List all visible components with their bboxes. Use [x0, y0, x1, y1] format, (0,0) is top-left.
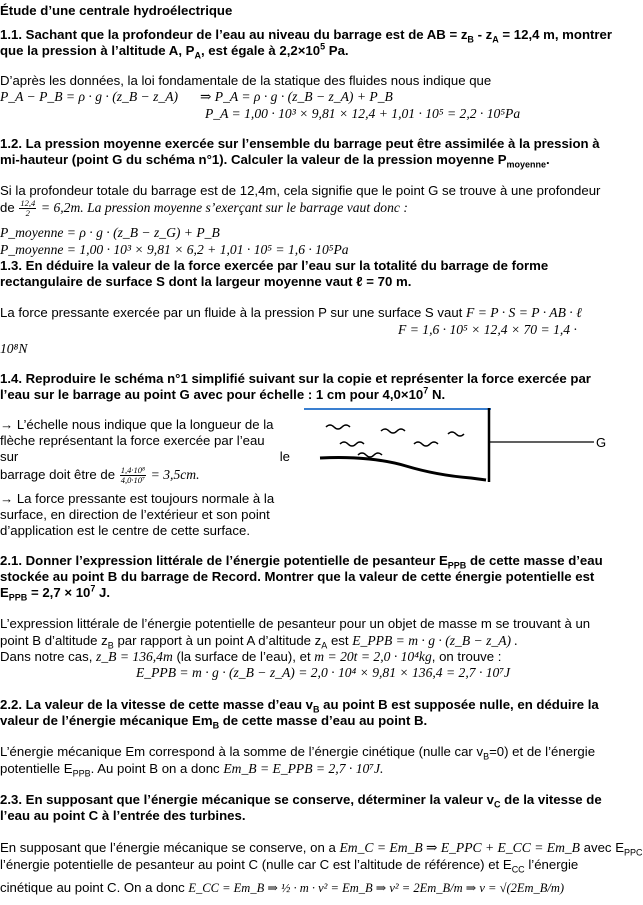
- water-wave: [448, 432, 464, 436]
- answer-1-1-eq2: P_A = 1,00 · 10³ × 9,81 × 12,4 + 1,01 · 10⁵ = 2,2 · 10⁵Pa: [205, 106, 521, 121]
- dam-diagram: [296, 400, 626, 520]
- answer-2-1-eq: E_PPB = m · g · (z_B − z_A) = 2,0 · 10⁴ × 9,81 × 136,4 = 2,7 · 10⁷J: [136, 665, 511, 680]
- answer-1-4-line-2: flèche représentant la force exercée par l’eau: [0, 433, 265, 448]
- fraction-arrow-length: $\frac{\text{1,4·10⁸}}{\text{4,0·10⁷}}$: [120, 465, 145, 485]
- answer-2-1-line-3: Dans notre cas, z_B = 136,4m (la surface de l’eau), et m = 20t = 2,0 · 10⁴kg, on trouve :: [0, 649, 502, 664]
- answer-1-2-line-2: de $\frac{12,4}{2}$ = 6,2m. La pression moyenne s’exerçant sur le barrage vaut donc :: [0, 198, 408, 218]
- answer-1-4-line-6: surface, en direction de l’extérieur et son point: [0, 507, 270, 522]
- answer-2-3-line-2: l’énergie potentielle de pesanteur au point C (nulle car C est l’altitude de référence) et $E_{CC}$ l’énergie: [0, 857, 579, 875]
- answer-1-1-eq1: P_A − P_B = ρ · g · (z_B − z_A): [0, 89, 179, 104]
- answer-1-4-line-5: → La force pressante est toujours normale à la: [0, 491, 275, 506]
- answer-1-4-line-4: barrage doit être de $\frac{\text{1,4·10⁸}}{\text{4,0·10⁷}}$ = 3,5cm.: [0, 465, 200, 485]
- question-1-2-line-1: 1.2. La pression moyenne exercée sur l’ensemble du barrage peut être assimilée à la pression à: [0, 136, 600, 151]
- answer-1-1-intro: D’après les données, la loi fondamentale de la statique des fluides nous indique que: [0, 73, 492, 88]
- answer-2-1-line-2: point B d’altitude $z_B$ par rapport à un point A d’altitude $z_A$ est E_PPB = m · g · (z_B − z_A) .: [0, 633, 518, 651]
- fraction-half-depth: $\frac{12,4}{2}$: [20, 198, 36, 218]
- answer-2-2-line-2: potentielle $E_{PPB}$. Au point B on a donc Em_B = E_PPB = 2,7 · 10⁷J.: [0, 761, 384, 779]
- answer-2-3-line-1: En supposant que l’énergie mécanique se conserve, on a Em_C = Em_B ⇒ E_PPC + E_CC = Em_B avec $E_{PPC}$: [0, 840, 643, 858]
- water-wave: [381, 429, 405, 433]
- question-1-4-line-1: 1.4. Reproduire le schéma n°1 simplifié suivant sur la copie et représenter la force exercée par: [0, 371, 591, 386]
- answer-1-3-line-1: La force pressante exercée par un fluide à la pression P sur une surface S vaut F = P · S = P · AB · ℓ: [0, 305, 582, 320]
- answer-1-2-eq2: P_moyenne = 1,00 · 10³ × 9,81 × 6,2 + 1,01 · 10⁵ = 1,6 · 10⁵Pa: [0, 242, 349, 257]
- question-2-1-line-3: $E_{PPB} = 2,7 \times 10^7$ J.: [0, 583, 111, 603]
- question-1-4-line-2: l’eau sur le barrage au point G avec pour échelle : 1 cm pour $4,0\times 10^7$ N.: [0, 385, 446, 402]
- answer-2-3-line-3: cinétique au point C. On a donc E_CC = Em_B ⇒ ½ · m · v² = Em_B ⇒ v² = 2Em_B/m ⇒ v = √(2Em_B/m): [0, 880, 565, 895]
- document-title: Étude d’une centrale hydroélectrique: [0, 3, 233, 18]
- question-1-1-line-1: 1.1. Sachant que la profondeur de l’eau au niveau du barrage est de AB = $z_B - z_A = 12,4$ m, montrer: [0, 27, 612, 45]
- question-1-1-line-2: que la pression à l’altitude A, $P_A$, est égale à $2,2\times 10^5$ Pa.: [0, 41, 349, 61]
- answer-1-2-line-1: Si la profondeur totale du barrage est de 12,4m, cela signifie que le point G se trouve à une profondeur: [0, 183, 601, 198]
- question-1-3-line-2: rectangulaire de surface S dont la largeur moyenne vaut ℓ = 70 m.: [0, 274, 412, 289]
- question-2-2-line-2: valeur de l’énergie mécanique $Em_B$ de cette masse d’eau au point B.: [0, 713, 428, 731]
- water-wave: [414, 442, 438, 446]
- question-2-3-line-1: 2.3. En supposant que l’énergie mécanique se conserve, déterminer la valeur $v_C$ de la vitesse de: [0, 792, 602, 810]
- answer-1-4-line-7: d’application est le centre de cette surface.: [0, 523, 250, 538]
- question-2-1-line-1: 2.1. Donner l’expression littérale de l’énergie potentielle de pesanteur $E_{PPB}$ de cette masse d’eau: [0, 553, 603, 571]
- answer-1-4-line-1: → L’échelle nous indique que la longueur de la: [0, 417, 274, 432]
- point-g-label: G: [596, 435, 607, 450]
- question-1-3-line-1: 1.3. En déduire la valeur de la force exercée par l’eau sur la totalité du barrage de forme: [0, 258, 549, 273]
- answer-1-4-line-3: sur le: [0, 449, 290, 464]
- reservoir-bottom: [320, 457, 486, 480]
- water-wave: [358, 453, 382, 457]
- answer-1-1-eq1b: ⇒ P_A = ρ · g · (z_B − z_A) + P_B: [200, 89, 393, 104]
- question-2-1-line-2: stockée au point B du barrage de Record. Montrer que la valeur de cette énergie potentielle est: [0, 569, 595, 584]
- answer-1-3-eq3: 10⁸N: [0, 341, 28, 356]
- answer-1-2-eq1: P_moyenne = ρ · g · (z_B − z_G) + P_B: [0, 225, 220, 240]
- answer-2-2-line-1: L’énergie mécanique Em correspond à la somme de l’énergie cinétique (nulle car $v_B=0$) et de l’énergie: [0, 744, 596, 762]
- water-wave: [326, 425, 350, 429]
- answer-1-3-eq2: F = 1,6 · 10⁵ × 12,4 × 70 = 1,4 ·: [398, 322, 577, 337]
- question-1-2-line-2: mi-hauteur (point G du schéma n°1). Calculer la valeur de la pression moyenne $P_{moyenne}$.: [0, 152, 550, 170]
- question-2-2-line-1: 2.2. La valeur de la vitesse de cette masse d’eau $v_B$ au point B est supposée nulle, en déduire la: [0, 697, 599, 715]
- answer-2-1-line-1: L’expression littérale de l’énergie potentielle de pesanteur pour un objet de masse m se trouvant à un: [0, 616, 591, 631]
- question-2-3-line-2: l’eau au point C à l’entrée des turbines.: [0, 808, 246, 823]
- water-wave: [340, 442, 364, 446]
